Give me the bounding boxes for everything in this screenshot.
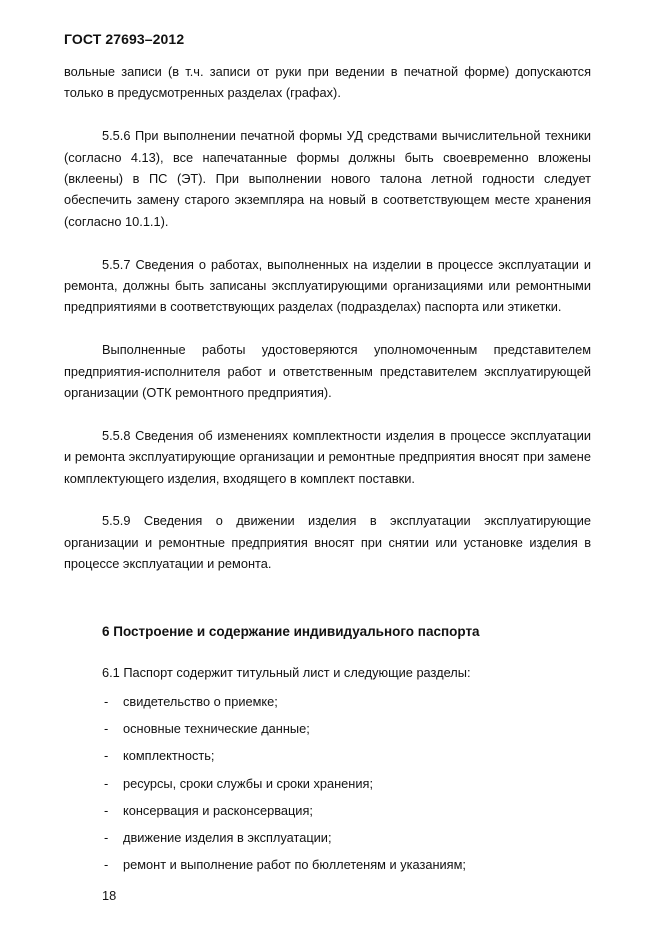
bullet-dash: - [104, 857, 109, 873]
section-intro: 6.1 Паспорт содержит титульный лист и следующие разделы: [102, 665, 471, 680]
list-item-text: основные технические данные; [123, 721, 310, 737]
list-item-text: движение изделия в эксплуатации; [123, 829, 332, 845]
body-text [64, 61, 591, 596]
bullet-dash: - [104, 802, 109, 818]
list-item-text: свидетельство о приемке; [123, 694, 278, 709]
paragraph-continuation: вольные записи (в т.ч. записи от руки при ведении в печатной форме) допускаются только в предусмотренных разделах (графах). [64, 64, 591, 101]
paragraph-works-certified: Выполненные работы удостоверяются уполномоченным представителем предприятия-исполнителя работ и ответственным представителем эксплуатирующей организации (ОТК ремонтного предприятия). [64, 342, 591, 401]
bullet-dash: - [104, 721, 109, 737]
bullet-dash: - [104, 775, 109, 791]
list-item-text: ремонт и выполнение работ по бюллетеням и указаниям; [123, 857, 466, 873]
list-item-text: комплектность; [123, 748, 215, 764]
list-item-text: консервация и расконсервация; [123, 802, 313, 818]
bullet-dash: - [104, 748, 109, 764]
paragraph-5-5-9: 5.5.9 Сведения о движении изделия в эксплуатации эксплуатирующие организации и ремонтные предприятия вносят при снятии или установке изделия в процессе эксплуатации и ремонта. [64, 513, 591, 572]
standard-header: ГОСТ 27693–2012 [64, 31, 185, 47]
paragraph-5-5-6: 5.5.6 При выполнении печатной формы УД средствами вычислительной техники (согласно 4.13), все напечатанные формы должны быть своевременно вложены (вклеены) в ПС (ЭТ). При выполнении нового талона летной годности следует обеспечить замену старого экземпляра на новый в соответствующем месте хранения (согласно 10.1.1). [64, 128, 591, 229]
page-number: 18 [102, 888, 117, 903]
bullet-dash: - [104, 694, 109, 709]
paragraph-5-5-8: 5.5.8 Сведения об изменениях комплектности изделия в процессе эксплуатации и ремонта эксплуатирующие организации и ремонтные предприятия вносят при замене комплектующего изделия, входящего в комплект поставки. [64, 427, 591, 486]
paragraph-5-5-7: 5.5.7 Сведения о работах, выполненных на изделии в процессе эксплуатации и ремонта, должны быть записаны эксплуатирующими организациями или ремонтными предприятиями в соответствующих разделах (подразделах) паспорта или этикетки. [64, 256, 591, 315]
bullet-dash: - [104, 829, 109, 845]
list-item-text: ресурсы, сроки службы и сроки хранения; [123, 775, 373, 791]
section-title: 6 Построение и содержание индивидуального паспорта [102, 624, 480, 639]
